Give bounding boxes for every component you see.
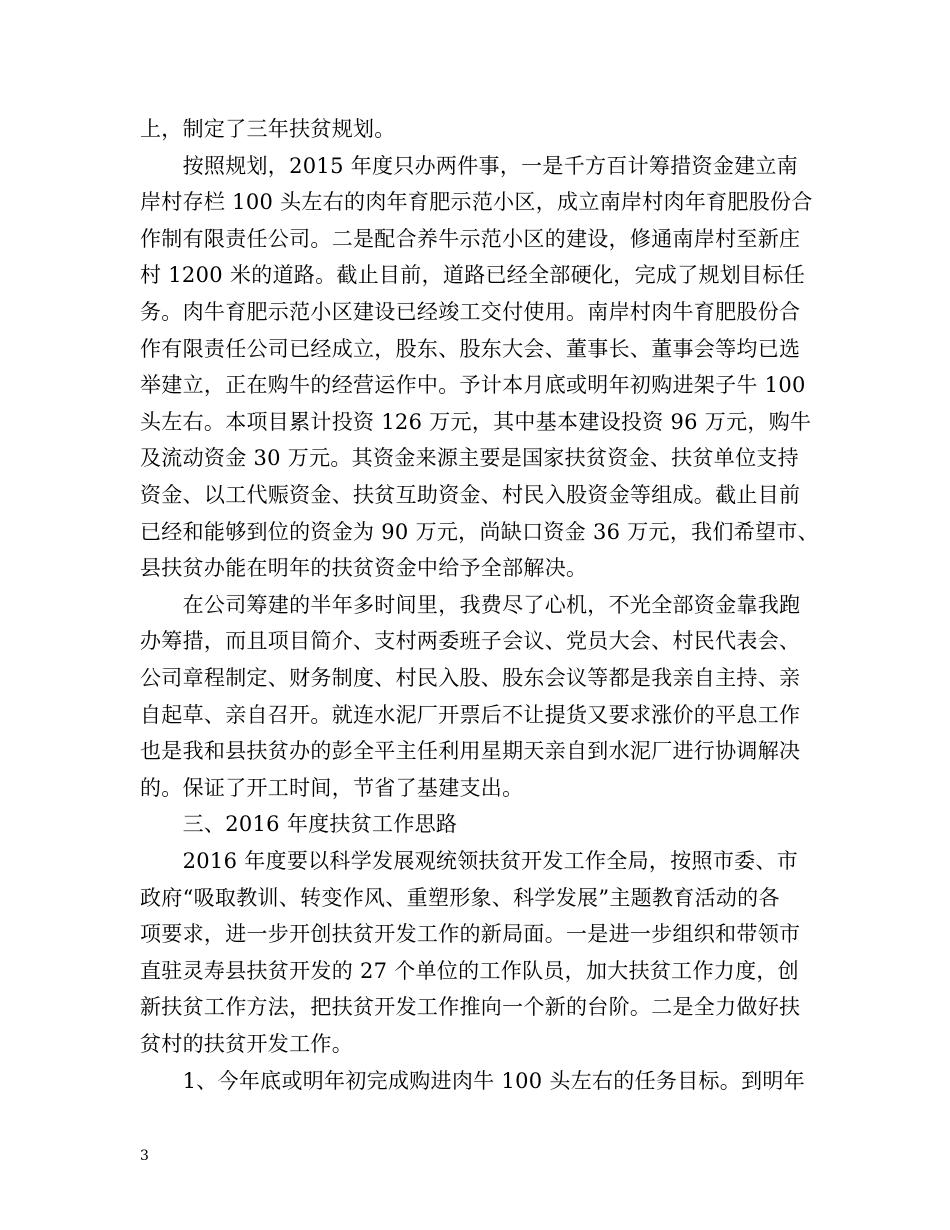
text-line: 资金、以工代赈资金、扶贫互助资金、村民入股资金等组成。截止目前 <box>140 483 801 507</box>
text-line: 1、今年底或明年初完成购进肉牛 100 头左右的任务目标。到明年 <box>140 1068 805 1093</box>
text-line: 村 1200 米的道路。截止目前，道路已经全部硬化，完成了规划目标任 <box>140 263 805 288</box>
page-number: 3 <box>140 1148 149 1164</box>
text-line: 的。保证了开工时间，节省了基建支出。 <box>140 775 524 800</box>
text-line: 项要求，进一步开创扶贫开发工作的新局面。一是进一步组织和带领市 <box>140 922 801 947</box>
text-line: 三、2016 年度扶贫工作思路 <box>140 812 458 837</box>
text-line: 也是我和县扶贫办的彭全平主任利用星期天亲自到水泥厂进行协调解决 <box>140 739 801 764</box>
text-line: 在公司筹建的半年多时间里，我费尽了心机，不光全部资金靠我跑 <box>140 592 801 617</box>
text-line: 新扶贫工作方法，把扶贫开发工作推向一个新的台阶。二是全力做好扶 <box>140 995 801 1020</box>
text-line: 作制有限责任公司。二是配合养牛示范小区的建设，修通南岸村至新庄 <box>140 226 801 251</box>
text-line: 务。肉牛育肥示范小区建设已经竣工交付使用。南岸村肉牛育肥股份合 <box>140 300 801 324</box>
text-line: 2016 年度要以科学发展观统领扶贫开发工作全局，按照市委、市 <box>140 849 799 873</box>
text-line: 公司章程制定、财务制度、村民入股、股东会议等都是我亲自主持、亲 <box>140 666 801 690</box>
text-line: 头左右。本项目累计投资 126 万元，其中基本建设投资 96 万元，购牛 <box>140 409 812 434</box>
text-line: 自起草、亲自召开。就连水泥厂开票后不让提货又要求涨价的平息工作 <box>140 702 801 727</box>
text-line: 政府“吸取教训、转变作风、重塑形象、科学发展”主题教育活动的各 <box>140 885 780 910</box>
text-line: 作有限责任公司已经成立，股东、股东大会、董事长、董事会等均已选 <box>140 336 801 361</box>
text-line: 及流动资金 30 万元。其资金来源主要是国家扶贫资金、扶贫单位支持 <box>140 446 799 471</box>
text-line: 按照规划，2015 年度只办两件事，一是千方百计筹措资金建立南 <box>140 153 799 178</box>
text-line: 上，制定了三年扶贫规划。 <box>140 117 396 141</box>
text-line: 县扶贫办能在明年的扶贫资金中给予全部解决。 <box>140 556 588 581</box>
text-line: 已经和能够到位的资金为 90 万元，尚缺口资金 36 万元，我们希望市、 <box>140 519 819 544</box>
text-line: 贫村的扶贫开发工作。 <box>140 1032 353 1056</box>
text-line: 办筹措，而且项目简介、支村两委班子会议、党员大会、村民代表会、 <box>140 629 801 654</box>
text-line: 举建立，正在购牛的经营运作中。予计本月底或明年初购进架子牛 100 <box>140 373 806 398</box>
text-line: 直驻灵寿县扶贫开发的 27 个单位的工作队员，加大扶贫工作力度，创 <box>140 958 799 983</box>
text-line: 岸村存栏 100 头左右的肉年育肥示范小区，成立南岸村肉年育肥股份合 <box>140 190 813 215</box>
